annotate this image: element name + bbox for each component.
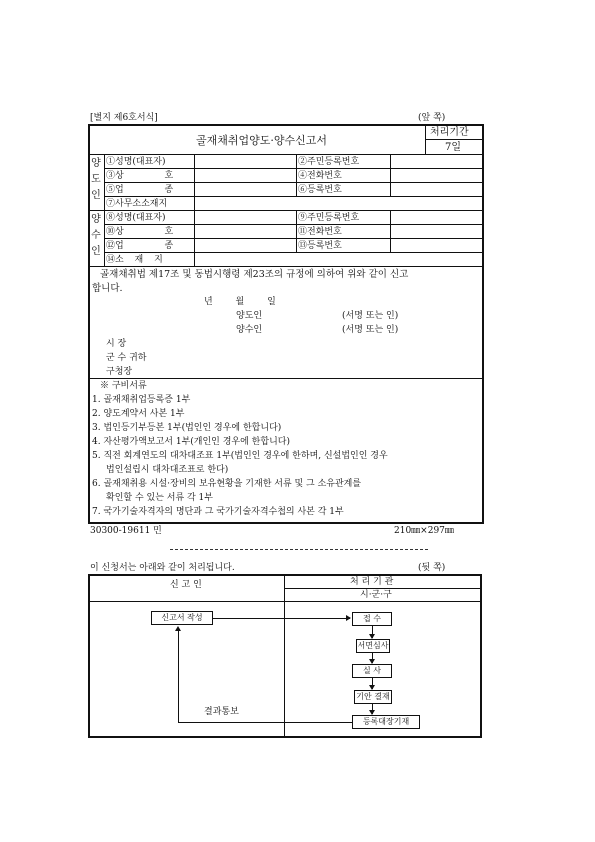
- cut-line: [170, 549, 428, 550]
- transferee-group-label: 양수인: [91, 214, 101, 257]
- result-notice-label: 결과통보: [204, 707, 239, 717]
- addressee-mayor: 시 장: [106, 339, 127, 349]
- step-register: 등록대장기재: [352, 715, 420, 729]
- document-item: 5. 직전 회계연도의 대차대조표 1부(법인인 경우에 한하며, 신설법인인 경우: [92, 451, 388, 461]
- declaration-line-2: 합니다.: [92, 283, 123, 294]
- declaration-line-1: 골재채취법 제17조 및 동법시행령 제23조의 규정에 의하여 위와 같이 신고: [100, 269, 409, 280]
- transferee-phone-label: ⑪전화번호: [298, 227, 342, 237]
- agency-header: 처 리 기 관: [350, 577, 394, 587]
- step-approval: 기안 결재: [354, 690, 392, 704]
- process-note: 이 신청서는 아래와 같이 처리됩니다.: [90, 563, 235, 573]
- signature-transferor-mark: (서명 또는 인): [342, 311, 399, 321]
- agency-sub-header: 시·군·구: [360, 590, 392, 600]
- arrow-submit: [213, 618, 350, 619]
- signature-transferee-mark: (서명 또는 인): [342, 325, 399, 335]
- document-item: 4. 자산평가액보고서 1부(개인인 경우에 한합니다): [92, 437, 290, 447]
- transferee-rrn-label: ⑨주민등록번호: [298, 213, 360, 223]
- addressee-district: 구청장: [106, 367, 133, 377]
- transferor-trade-label: ③상 호: [106, 171, 174, 181]
- step-document-review: 서면심사: [356, 639, 390, 653]
- document-item: 1. 골재채취업등록증 1부: [92, 395, 191, 405]
- transferor-business-label: ⑤업 종: [106, 185, 174, 195]
- transferor-office-label: ⑦사무소소재지: [106, 199, 168, 209]
- document-item: 7. 국가기술자격자의 명단과 그 국가기술자격수첩의 사본 각 1부: [92, 507, 344, 517]
- declaration-date: 년 월 일: [204, 297, 276, 307]
- arrow-result-up: [178, 630, 179, 723]
- transferor-rrn-label: ②주민등록번호: [298, 157, 360, 167]
- arrow-down: [372, 653, 373, 663]
- form-title: 골재채취업양도·양수신고서: [196, 134, 328, 147]
- step-receipt: 접 수: [352, 612, 392, 626]
- document-item: 법인설립시 대차대조표로 한다): [106, 465, 229, 475]
- arrow-down: [372, 678, 373, 689]
- transferor-phone-label: ④전화번호: [298, 171, 342, 181]
- transferee-business-label: ⑫업 종: [106, 241, 174, 251]
- page-indicator-back: (뒷 쪽): [418, 563, 446, 573]
- arrow-result: [178, 722, 352, 723]
- step-inspection: 실 사: [352, 664, 392, 678]
- transferor-reg-label: ⑥등록번호: [298, 185, 342, 195]
- document-item: 6. 골재채취용 시설·장비의 보유현황을 기재한 서류 및 그 소유관계를: [92, 479, 362, 489]
- step-write-application: 신고서 작성: [151, 611, 213, 625]
- arrow-down: [372, 626, 373, 638]
- transferee-name-label: ⑧성명(대표자): [106, 213, 166, 223]
- processing-period-label: 처리기간: [430, 127, 469, 138]
- addressee-county: 군 수 귀하: [106, 353, 147, 363]
- documents-heading: ※ 구비서류: [100, 381, 147, 391]
- arrow-down: [372, 704, 373, 714]
- form-code: 30300-19611 민: [90, 526, 162, 536]
- transferee-reg-label: ⑬등록번호: [298, 241, 342, 251]
- signature-transferee-label: 양수인: [236, 325, 263, 335]
- document-item: 3. 법인등기부등본 1부(법인인 경우에 한합니다): [92, 423, 282, 433]
- transferee-trade-label: ⑩상 호: [106, 227, 174, 237]
- applicant-header: 신 고 인: [170, 580, 202, 590]
- signature-transferor-label: 양도인: [236, 311, 263, 321]
- form-number: [별지 제6호서식]: [90, 113, 158, 123]
- transferee-location-label: ⑭소 재 지: [106, 255, 163, 265]
- document-item: 2. 양도계약서 사본 1부: [92, 409, 185, 419]
- document-item: 확인할 수 있는 서류 각 1부: [106, 493, 213, 503]
- paper-size: 210㎜×297㎜: [394, 526, 454, 536]
- transferor-name-label: ①성명(대표자): [106, 157, 166, 167]
- transferor-group-label: 양도인: [91, 158, 101, 201]
- page-indicator-front: (앞 쪽): [418, 113, 446, 123]
- processing-period-value: 7일: [445, 142, 462, 153]
